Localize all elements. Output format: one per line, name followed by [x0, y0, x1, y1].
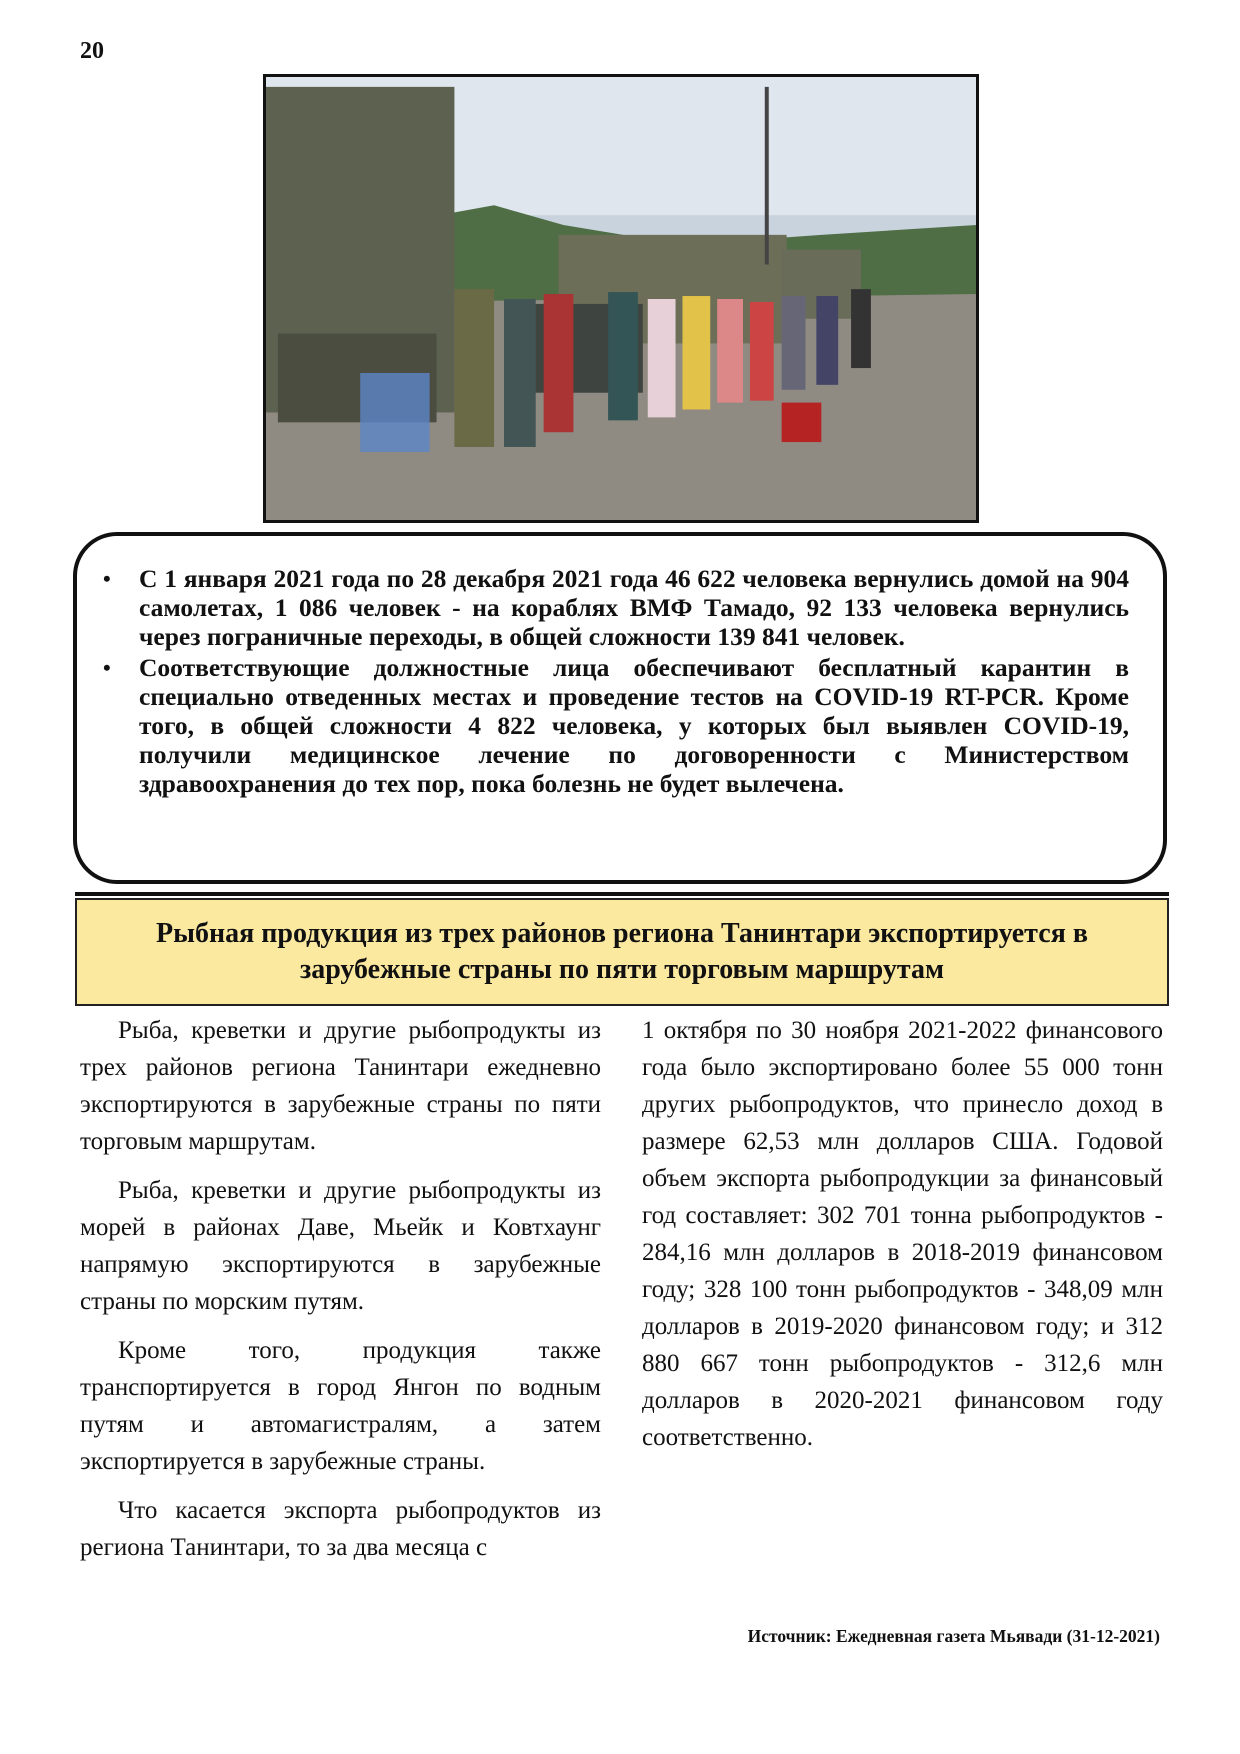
- article-headline: Рыбная продукция из трех районов региона Танинтари экспортируется в зарубежные страны по пяти торговым маршрутам: [75, 898, 1169, 1006]
- article-column-left: [80, 1012, 601, 1578]
- paragraph: 1 октября по 30 ноября 2021-2022 финансового года было экспортировано более 55 000 тонн других рыбопродуктов, что принесло доход в размере 62,53 млн долларов США. Годовой объем экспорта рыбопродукции за финансовый год составляет: 302 701 тонна рыбопродуктов - 284,16 млн долларов в 2018-2019 финансовом году; 328 100 тонн рыбопродуктов - 348,09 млн долларов в 2019-2020 финансовом году; и 312 880 667 тонн рыбопродуктов - 312,6 млн долларов в 2020-2021 финансовом году соответственно.: [642, 1017, 1163, 1451]
- photo-image: [266, 77, 976, 520]
- article-column-right: [642, 1012, 1163, 1468]
- summary-item: • С 1 января 2021 года по 28 декабря 2021 года 46 622 человека вернулись домой на 904 самолетах, 1 086 человек - на кораблях ВМФ Тамадо, 92 133 человека вернулись через пограничные переходы, в общей сложности 139 841 человек.: [103, 564, 1129, 651]
- paragraph: Кроме того, продукция также транспортируется в город Янгон по водным путям и автомагистралям, а затем экспортируется в зарубежные страны.: [80, 1337, 601, 1475]
- section-divider: [75, 892, 1169, 896]
- paragraph: Что касается экспорта рыбопродуктов из региона Танинтари, то за два месяца с: [80, 1497, 601, 1561]
- summary-box: [73, 532, 1167, 884]
- summary-item: • Соответствующие должностные лица обеспечивают бесплатный карантин в специально отведенных местах и проведение тестов на COVID-19 RT-PCR. Кроме того, в общей сложности 4 822 человека, у которых был выявлен COVID-19, получили медицинское лечение по договоренности с Министерством здравоохранения до тех пор, пока болезнь не будет вылечена.: [103, 653, 1129, 798]
- page-number: 20: [80, 38, 104, 64]
- news-photo: [263, 74, 979, 523]
- bullet-icon: •: [103, 655, 111, 680]
- paragraph: Рыба, креветки и другие рыбопродукты из трех районов региона Танинтари ежедневно экспортируются в зарубежные страны по пяти торговым маршрутам.: [80, 1017, 601, 1155]
- source-credit: Источник: Ежедневная газета Мьявади (31-12-2021): [747, 1626, 1160, 1646]
- bullet-icon: •: [103, 566, 111, 591]
- paragraph: Рыба, креветки и другие рыбопродукты из морей в районах Даве, Мьейк и Ковтхаунг напрямую экспортируются в зарубежные страны по морским путям.: [80, 1177, 601, 1315]
- summary-list: [103, 564, 1129, 798]
